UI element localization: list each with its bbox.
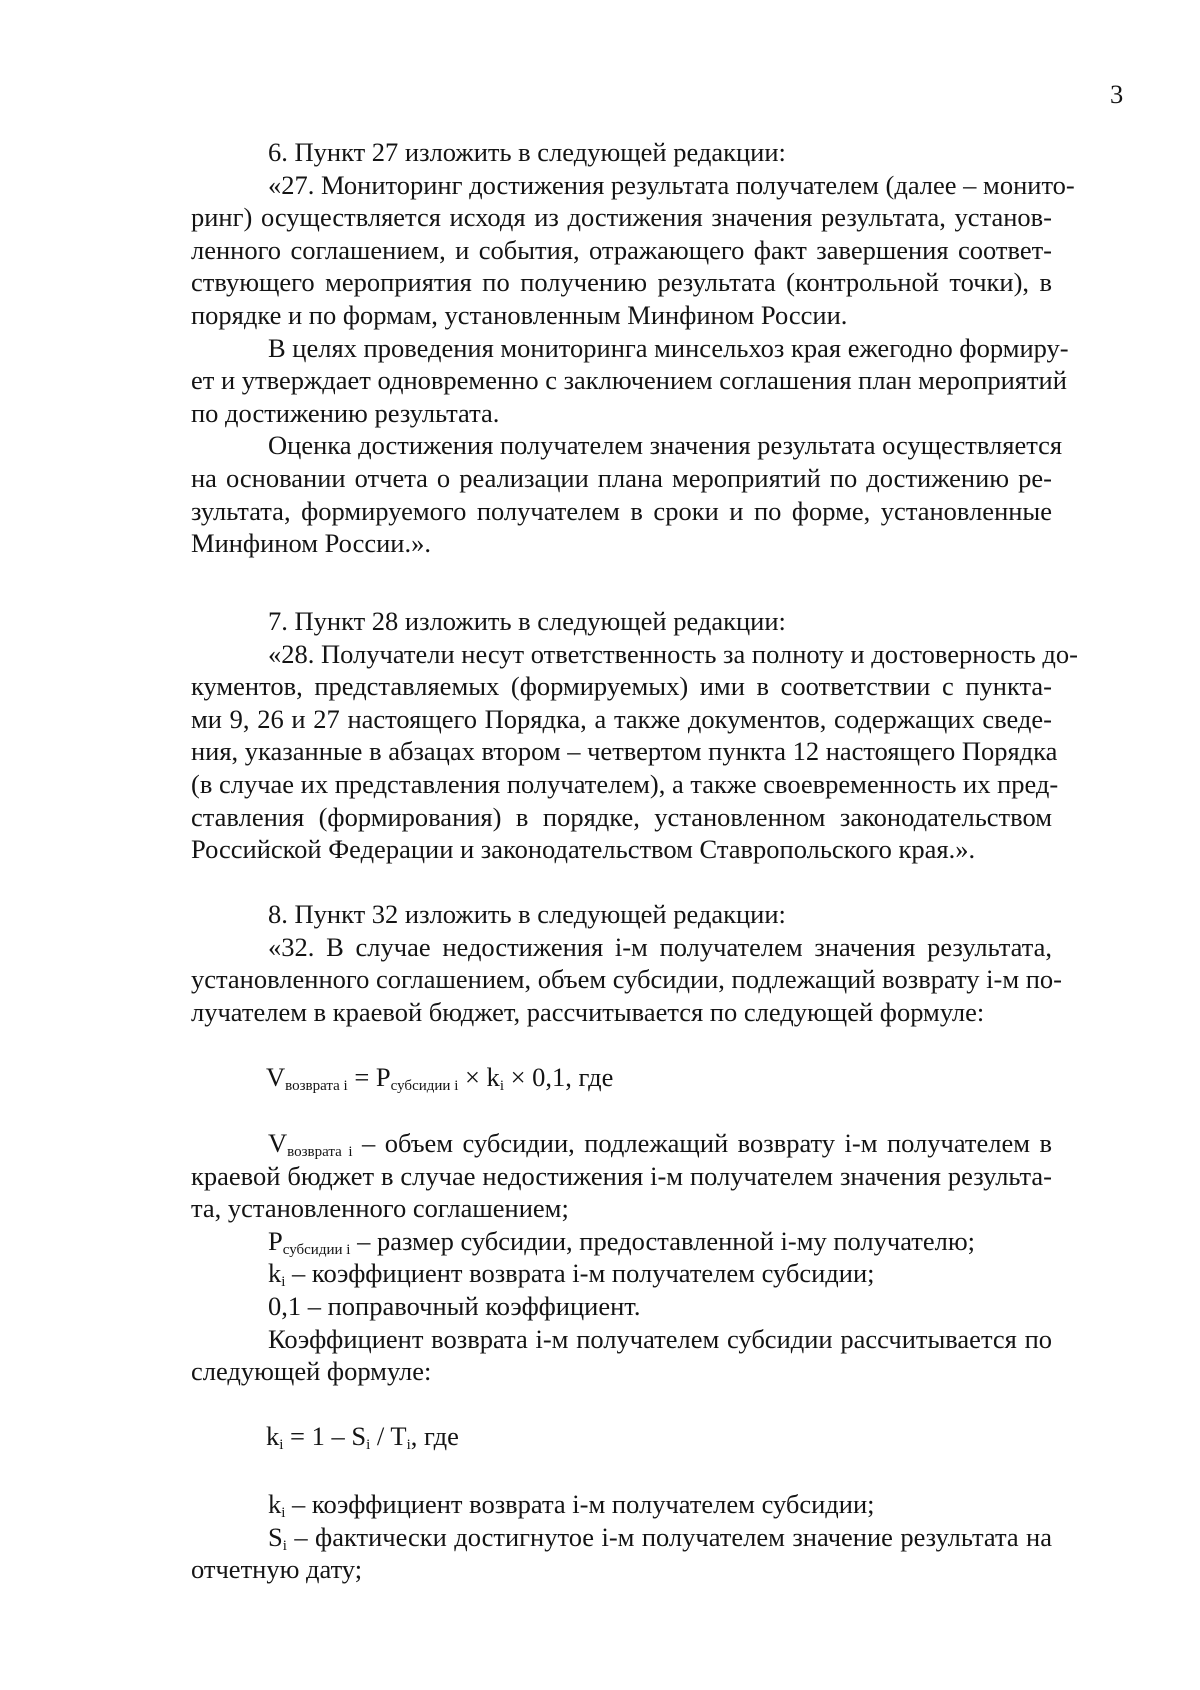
definitions-2 [0, 1488, 1200, 1586]
text-line: лучателем в краевой бюджет, рассчитывается по следующей формуле: [191, 996, 985, 1027]
section-7 [0, 605, 1200, 866]
text-line: ринг) осуществляется исходя из достижения значения результата, установ- [191, 202, 1052, 233]
formula-coefficient: $k_i = 1 - S_i / T_i$, где [266, 1421, 459, 1453]
text-line: кументов, представляемых (формируемых) ими в соответствии с пункта- [191, 671, 1052, 702]
text-line: В целях проведения мониторинга минсельхоз края ежегодно формиру- [268, 332, 1069, 363]
def-k2-line: $k_i$ – коэффициент возврата i-м получателем субсидии; [268, 1489, 875, 1521]
text-line: «32. В случае недостижения i-м получателем значения результата, [268, 931, 1052, 962]
def-v-line: $V_{возврата i}$ – объем субсидии, подлежащий возврату i-м получателем в [268, 1128, 1052, 1160]
text-line: та, установленного соглашением; [191, 1193, 569, 1224]
text-line: по достижению результата. [191, 397, 500, 428]
text-line: ставления (формирования) в порядке, установленном законодательством [191, 801, 1052, 832]
text-line: на основании отчета о реализации плана мероприятий по достижению ре- [191, 462, 1052, 493]
text-line: «27. Мониторинг достижения результата получателем (далее – монито- [268, 169, 1075, 200]
section-6-body [0, 169, 1200, 560]
text-line: краевой бюджет в случае недостижения i-м получателем значения результа- [191, 1160, 1052, 1191]
text-line: следующей формуле: [191, 1356, 432, 1387]
section-heading: 7. Пункт 28 изложить в следующей редакции: [268, 606, 786, 636]
section-8 [0, 898, 1200, 1028]
text-line: Российской Федерации и законодательством Ставропольского края.». [191, 834, 976, 865]
formula-refund: $V_{возврата i} = P_{субсидии i} \times k_i \times 0,1$, где [266, 1062, 614, 1094]
page-number: 3 [1110, 79, 1124, 109]
def-p-line: $P_{субсидии i}$ – размер субсидии, предоставленной i-му получателю; [268, 1225, 976, 1258]
definitions [0, 1127, 1200, 1388]
text-line: установленного соглашением, объем субсидии, подлежащий возврату i-м по- [191, 964, 1062, 995]
text-line: порядке и по формам, установленным Минфином России. [191, 299, 848, 330]
section-6 [0, 136, 1200, 169]
text-line: ми 9, 26 и 27 настоящего Порядка, а также документов, содержащих сведе- [191, 703, 1052, 734]
section-heading: 6. Пункт 27 изложить в следующей редакции: [268, 137, 786, 167]
def-s-line: $S_i$ – фактически достигнутое i-м получателем значение результата на [268, 1521, 1052, 1554]
def-k-line: $k_i$ – коэффициент возврата i-м получателем субсидии; [268, 1258, 875, 1291]
text-line: ет и утверждает одновременно с заключением соглашения план мероприятий [191, 365, 1067, 396]
text-line: ния, указанные в абзацах втором – четвертом пункта 12 настоящего Порядка [191, 736, 1058, 767]
text-line: отчетную дату; [191, 1554, 363, 1585]
text-line: ствующего мероприятия по получению результата (контрольной точки), в [191, 267, 1052, 298]
text-line: зультата, формируемого получателем в сроки и по форме, установленные [191, 495, 1052, 526]
text-line: «28. Получатели несут ответственность за полноту и достоверность до- [268, 638, 1078, 669]
text-line: ленного соглашением, и события, отражающего факт завершения соответ- [191, 234, 1052, 265]
text-line: 0,1 – поправочный коэффициент. [268, 1290, 641, 1321]
text-line: Коэффициент возврата i-м получателем субсидии рассчитывается по [268, 1323, 1052, 1354]
text-line: (в случае их представления получателем), а также своевременность их пред- [191, 768, 1059, 799]
text-line: Оценка достижения получателем значения результата осуществляется [268, 430, 1063, 461]
section-heading: 8. Пункт 32 изложить в следующей редакции: [268, 899, 786, 929]
text-line: Минфином России.». [191, 528, 431, 559]
